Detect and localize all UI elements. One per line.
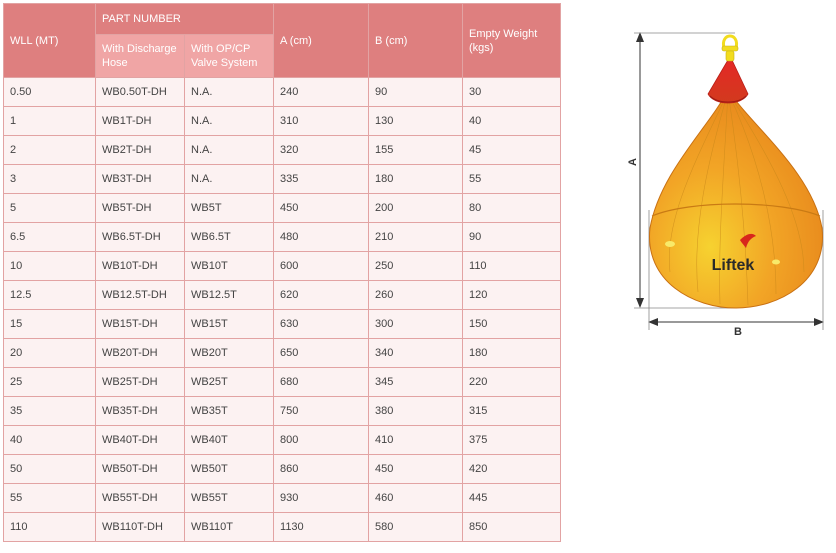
header-with-valve-system: With OP/CP Valve System [185,35,274,78]
cell-a: 620 [274,281,369,310]
shackle-icon [722,36,738,61]
table-row [4,368,561,397]
cell-b: 90 [369,78,463,107]
cell-empty-weight: 110 [463,252,561,281]
cell-empty-weight: 55 [463,165,561,194]
cell-b: 210 [369,223,463,252]
cell-a: 930 [274,484,369,513]
cell-b: 460 [369,484,463,513]
cell-b: 410 [369,426,463,455]
table-row [4,107,561,136]
table-row [4,397,561,426]
cell-a: 320 [274,136,369,165]
header-a: A (cm) [274,4,369,78]
cell-discharge-hose-part: WB55T-DH [96,484,185,513]
cell-empty-weight: 40 [463,107,561,136]
cell-empty-weight: 850 [463,513,561,542]
cell-discharge-hose-part: WB40T-DH [96,426,185,455]
cell-b: 345 [369,368,463,397]
header-b: B (cm) [369,4,463,78]
cell-a: 650 [274,339,369,368]
cell-b: 300 [369,310,463,339]
cell-wll: 50 [4,455,96,484]
cell-wll: 12.5 [4,281,96,310]
cell-empty-weight: 375 [463,426,561,455]
water-bag-figure [600,20,836,350]
table-row [4,339,561,368]
cell-b: 155 [369,136,463,165]
cell-wll: 25 [4,368,96,397]
cell-wll: 35 [4,397,96,426]
cell-empty-weight: 420 [463,455,561,484]
table-row [4,455,561,484]
cell-empty-weight: 315 [463,397,561,426]
table-row [4,426,561,455]
cell-discharge-hose-part: WB10T-DH [96,252,185,281]
cell-valve-system-part: WB20T [185,339,274,368]
cell-a: 1130 [274,513,369,542]
cell-wll: 55 [4,484,96,513]
cell-valve-system-part: WB55T [185,484,274,513]
cell-discharge-hose-part: WB25T-DH [96,368,185,397]
fitting-right [772,260,780,265]
header-wll: WLL (MT) [4,4,96,78]
cell-discharge-hose-part: WB3T-DH [96,165,185,194]
cell-a: 240 [274,78,369,107]
fitting-left [665,241,675,247]
header-empty-weight: Empty Weight (kgs) [463,4,561,78]
cell-discharge-hose-part: WB2T-DH [96,136,185,165]
cell-a: 480 [274,223,369,252]
lifting-sling [708,60,748,103]
cell-valve-system-part: N.A. [185,165,274,194]
table-row [4,223,561,252]
cell-a: 335 [274,165,369,194]
cell-b: 260 [369,281,463,310]
cell-b: 450 [369,455,463,484]
cell-wll: 0.50 [4,78,96,107]
cell-discharge-hose-part: WB5T-DH [96,194,185,223]
cell-b: 180 [369,165,463,194]
cell-b: 130 [369,107,463,136]
cell-valve-system-part: WB15T [185,310,274,339]
table-row [4,252,561,281]
cell-discharge-hose-part: WB15T-DH [96,310,185,339]
table-row [4,513,561,542]
cell-valve-system-part: WB5T [185,194,274,223]
cell-b: 250 [369,252,463,281]
cell-a: 310 [274,107,369,136]
cell-wll: 6.5 [4,223,96,252]
cell-empty-weight: 180 [463,339,561,368]
cell-a: 450 [274,194,369,223]
cell-wll: 3 [4,165,96,194]
cell-wll: 15 [4,310,96,339]
cell-a: 750 [274,397,369,426]
cell-empty-weight: 80 [463,194,561,223]
cell-discharge-hose-part: WB0.50T-DH [96,78,185,107]
cell-valve-system-part: WB110T [185,513,274,542]
table-row [4,484,561,513]
cell-empty-weight: 90 [463,223,561,252]
cell-empty-weight: 220 [463,368,561,397]
spec-table [3,3,561,542]
cell-a: 800 [274,426,369,455]
table-row [4,165,561,194]
cell-discharge-hose-part: WB12.5T-DH [96,281,185,310]
cell-wll: 40 [4,426,96,455]
cell-valve-system-part: WB6.5T [185,223,274,252]
cell-discharge-hose-part: WB20T-DH [96,339,185,368]
cell-b: 200 [369,194,463,223]
water-bag-illustration [600,20,836,350]
cell-empty-weight: 45 [463,136,561,165]
table-row [4,194,561,223]
header-with-discharge-hose: With Discharge Hose [96,35,185,78]
cell-wll: 1 [4,107,96,136]
table-row [4,136,561,165]
cell-wll: 5 [4,194,96,223]
cell-empty-weight: 120 [463,281,561,310]
cell-b: 380 [369,397,463,426]
cell-discharge-hose-part: WB110T-DH [96,513,185,542]
header-part-number: PART NUMBER [96,4,274,35]
cell-wll: 2 [4,136,96,165]
bag-body [650,90,823,308]
table-row [4,310,561,339]
cell-a: 600 [274,252,369,281]
dimension-a-label: A [627,158,639,166]
cell-b: 340 [369,339,463,368]
cell-a: 680 [274,368,369,397]
table-row [4,281,561,310]
cell-valve-system-part: WB10T [185,252,274,281]
cell-valve-system-part: WB50T [185,455,274,484]
cell-discharge-hose-part: WB6.5T-DH [96,223,185,252]
cell-valve-system-part: WB12.5T [185,281,274,310]
cell-valve-system-part: WB25T [185,368,274,397]
cell-a: 860 [274,455,369,484]
cell-discharge-hose-part: WB35T-DH [96,397,185,426]
cell-discharge-hose-part: WB1T-DH [96,107,185,136]
dimension-b-label: B [734,326,742,338]
cell-wll: 10 [4,252,96,281]
table-body [4,78,561,542]
cell-b: 580 [369,513,463,542]
cell-discharge-hose-part: WB50T-DH [96,455,185,484]
cell-empty-weight: 150 [463,310,561,339]
liftek-logo-text: Liftek [711,257,755,274]
cell-empty-weight: 445 [463,484,561,513]
cell-a: 630 [274,310,369,339]
cell-valve-system-part: N.A. [185,107,274,136]
cell-empty-weight: 30 [463,78,561,107]
cell-valve-system-part: WB40T [185,426,274,455]
cell-wll: 20 [4,339,96,368]
cell-valve-system-part: N.A. [185,136,274,165]
cell-valve-system-part: WB35T [185,397,274,426]
table-row [4,78,561,107]
cell-wll: 110 [4,513,96,542]
table-header [4,4,561,78]
cell-valve-system-part: N.A. [185,78,274,107]
